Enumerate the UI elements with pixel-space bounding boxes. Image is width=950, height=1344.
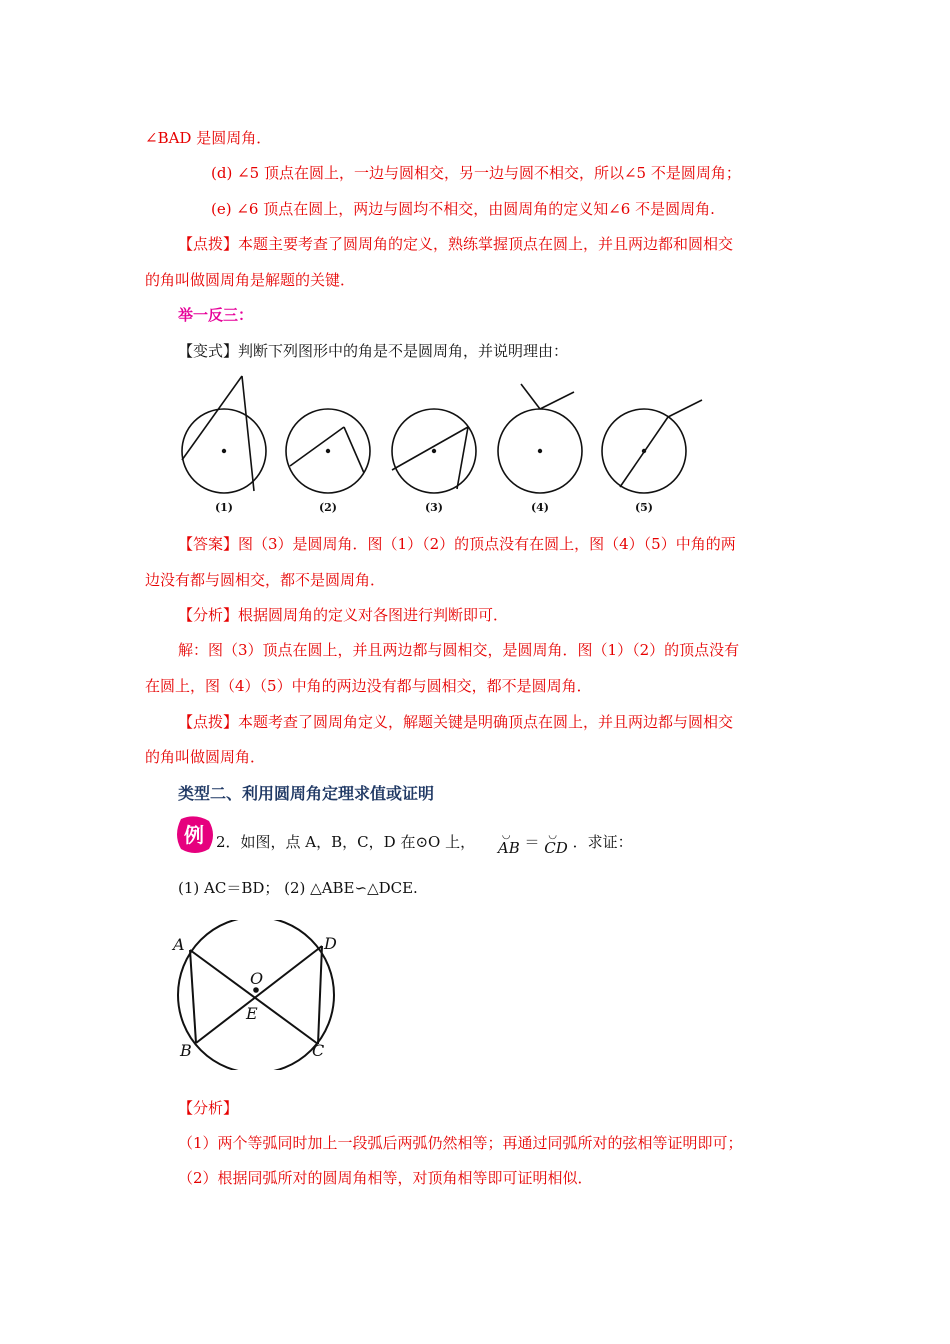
figure-1-side-b [242,376,254,491]
tip2-line-1: 【点拨】本题考查了圆周角定义，解题关键是明确顶点在圆上，并且两边都与圆相交 [178,713,734,731]
tip-line-1: 【点拨】本题主要考查了圆周角的定义，熟练掌握顶点在圆上，并且两边都和圆相交 [178,235,734,253]
figure-label-4: (4) [530,501,550,514]
analysis-point-1: （1）两个等弧同时加上一段弧后两弧仍然相等；再通过同弧所对的弦相等证明即可； [178,1134,743,1152]
solution-line-2: 在圆上，图（4）（5）中角的两边没有都与圆相交，都不是圆周角． [145,677,592,695]
arc-ab-label: AB [497,839,520,857]
analysis-line: 【分析】根据圆周角的定义对各图进行判断即可． [178,606,509,624]
analysis-heading: 【分析】 [178,1099,239,1117]
chord-dc [318,946,322,1044]
example-badge-icon [175,815,215,855]
arc-cd-icon: ◡ [548,830,558,841]
label-e: E [246,1004,258,1023]
solution-line-1: 解：图（3）顶点在圆上，并且两边都与圆相交，是圆周角．图（1）（2）的顶点没有 [178,641,740,659]
figure-5-center [642,449,646,453]
analysis-point-2: （2）根据同弧所对的圆周角相等，对顶角相等即可证明相似． [178,1169,593,1187]
figure-2-side-b [344,427,364,473]
figure-5-side-b [668,400,702,417]
section-heading-type2: 类型二、利用圆周角定理求值或证明 [178,784,435,803]
arc-cd-label: CD [544,839,568,857]
variant-question: 【变式】判断下列图形中的角是不是圆周角，并说明理由： [178,342,569,360]
arc-ab [497,830,520,858]
figure-2-center [326,449,330,453]
text-line-1: ∠BAD 是圆周角． [145,129,272,147]
figure-2-side-a [290,427,344,466]
answer-line-1: 【答案】图（3）是圆周角．图（1）（2）的顶点没有在圆上，图（4）（5）中角的两 [178,535,736,553]
arc-ab-icon: ◡ [501,830,511,841]
text-line-3: (e) ∠6 顶点在圆上，两边与圆均不相交，由圆周角的定义知∠6 不是圆周角. [211,200,715,218]
tip-line-2: 的角叫做圆周角是解题的关键． [145,271,356,289]
figure-4-side-a [521,384,540,409]
label-b: B [180,1041,192,1060]
answer-line-2: 边没有都与圆相交，都不是圆周角． [145,571,386,589]
equals-sign: ＝ [524,833,540,851]
figure-1-center [222,449,226,453]
chord-bd [196,946,322,1043]
figure-4-side-b [540,392,574,409]
label-o: O [250,969,264,988]
section-heading-practice: 举一反三： [178,306,254,324]
prove-text: ．求证： [572,833,633,851]
example-question [216,830,633,857]
figure-3-side-a [392,427,468,470]
label-d: D [324,934,337,953]
diagram-circle [178,920,334,1070]
example-question-text: 2．如图，点 A，B，C，D 在⊙O 上， [216,833,476,851]
figure-3-center [432,449,436,453]
figure-label-1: (1) [214,501,234,514]
label-c: C [312,1041,325,1060]
text-line-2: (d) ∠5 顶点在圆上，一边与圆相交，另一边与圆不相交，所以∠5 不是圆周角； [211,164,741,182]
center-point-o [253,987,259,993]
figure-label-3: (3) [424,501,444,514]
figure-label-5: (5) [634,501,654,514]
figure-label-2: (2) [318,501,338,514]
example-badge-text: 例 [184,823,204,847]
figure-3-side-b [457,427,468,489]
figure-1-side-a [182,376,242,460]
label-a: A [173,935,185,954]
chord-ab [190,950,196,1043]
circle-diagram [168,920,348,1070]
example-subquestions: (1) AC＝BD； (2) △ABE∽△DCE. [178,879,418,897]
arc-cd [544,830,568,858]
circle-figures [170,370,730,520]
tip2-line-2: 的角叫做圆周角． [145,748,266,766]
figure-4-center [538,449,542,453]
